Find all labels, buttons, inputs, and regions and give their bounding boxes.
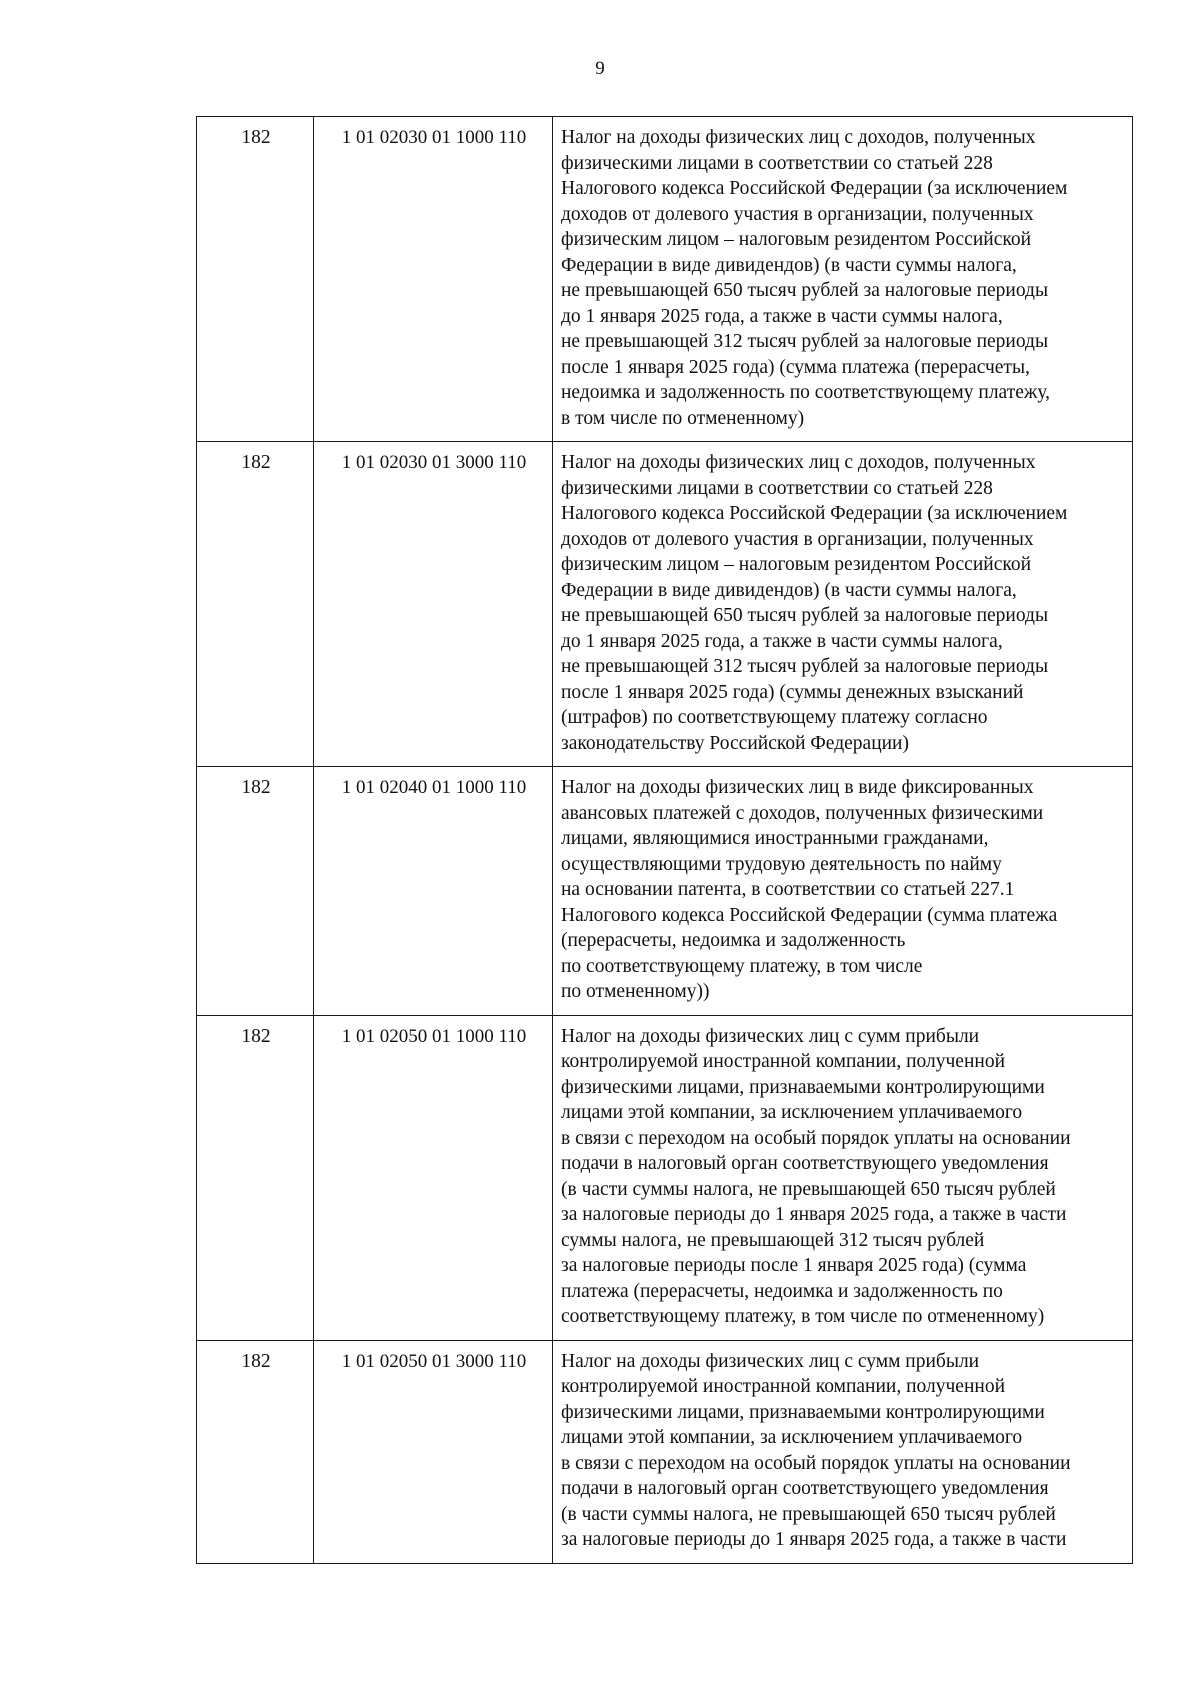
description-line: до 1 января 2025 года, а также в части суммы налога, (561, 630, 1003, 652)
description-line: физическим лицом – налоговым резидентом Российской (561, 554, 1032, 575)
description-line: недоимка и задолженность по соответствующему платежу, (561, 382, 1051, 403)
income-name-cell (553, 117, 1133, 442)
description-line: в том числе по отмененному) (561, 407, 805, 429)
description-line: за налоговые периоды до 1 января 2025 года, а также в части (561, 1204, 1067, 1225)
description-line: Налог на доходы физических лиц с сумм прибыли (561, 1025, 980, 1047)
description-line: не превышающей 312 тысяч рублей за налоговые периоды (561, 656, 1049, 677)
table-row (197, 1340, 1133, 1563)
admin-code-cell: 182 (197, 117, 314, 442)
description-line: Федерации в виде дивидендов) (в части суммы налога, (561, 254, 1017, 276)
table-row (197, 767, 1133, 1016)
kbk-code-cell: 1 01 02050 01 1000 110 (314, 1015, 553, 1340)
description-line: Федерации в виде дивидендов) (в части суммы налога, (561, 579, 1017, 601)
kbk-code-cell: 1 01 02050 01 3000 110 (314, 1340, 553, 1563)
kbk-code-cell: 1 01 02030 01 3000 110 (314, 442, 553, 767)
description-line: после 1 января 2025 года) (суммы денежных взысканий (561, 681, 1024, 703)
description-line: платежа (перерасчеты, недоимка и задолженность по (561, 1280, 1003, 1302)
description-line: в связи с переходом на особый порядок уплаты на основании (561, 1127, 1071, 1149)
description-line: авансовых платежей с доходов, полученных физическими (561, 802, 1044, 824)
description-line: за налоговые периоды после 1 января 2025 года) (сумма (561, 1255, 1027, 1276)
page-number: 9 (595, 58, 605, 79)
description-line: Налог на доходы физических лиц с доходов, полученных (561, 452, 1036, 473)
description-line: подачи в налоговый орган соответствующего уведомления (561, 1478, 1049, 1499)
description-line: физическими лицами в соответствии со статьей 228 (561, 477, 993, 499)
admin-code-cell: 182 (197, 1340, 314, 1563)
description-line: физическими лицами, признаваемыми контролирующими (561, 1076, 1045, 1098)
description-line: Налог на доходы физических лиц в виде фиксированных (561, 777, 1034, 798)
description-line: Налогового кодекса Российской Федерации (за исключением (561, 178, 1068, 199)
description-line: законодательству Российской Федерации) (561, 732, 909, 754)
description-line: не превышающей 650 тысяч рублей за налоговые периоды (561, 605, 1049, 626)
description-line: контролируемой иностранной компании, полученной (561, 1051, 1006, 1072)
description-line: после 1 января 2025 года) (сумма платежа (перерасчеты, (561, 356, 1030, 378)
description-line: по отмененному)) (561, 981, 710, 1002)
description-line: лицами этой компании, за исключением уплачиваемого (561, 1427, 1023, 1448)
description-line: в связи с переходом на особый порядок уплаты на основании (561, 1452, 1071, 1474)
description-line: суммы налога, не превышающей 312 тысяч рублей (561, 1229, 985, 1251)
table-row (197, 442, 1133, 767)
description-line: Налогового кодекса Российской Федерации (за исключением (561, 503, 1068, 524)
description-line: (штрафов) по соответствующему платежу согласно (561, 707, 988, 728)
description-line: на основании патента, в соответствии со статьей 227.1 (561, 879, 1015, 900)
description-line: физическими лицами, признаваемыми контролирующими (561, 1401, 1045, 1423)
admin-code-cell: 182 (197, 767, 314, 1016)
income-name-cell (553, 1340, 1133, 1563)
description-line: по соответствующему платежу, в том числе (561, 955, 923, 977)
kbk-code-cell: 1 01 02030 01 1000 110 (314, 117, 553, 442)
income-codes-table (196, 116, 1133, 1564)
description-line: Налог на доходы физических лиц с доходов, полученных (561, 127, 1036, 148)
description-line: соответствующему платежу, в том числе по отмененному) (561, 1306, 1045, 1327)
description-line: Налог на доходы физических лиц с сумм прибыли (561, 1350, 980, 1372)
kbk-code-cell: 1 01 02040 01 1000 110 (314, 767, 553, 1016)
table-row (197, 1015, 1133, 1340)
description-line: доходов от долевого участия в организации, полученных (561, 528, 1034, 550)
description-line: не превышающей 650 тысяч рублей за налоговые периоды (561, 280, 1049, 301)
description-line: доходов от долевого участия в организации, полученных (561, 203, 1034, 225)
description-line: физическими лицами в соответствии со статьей 228 (561, 152, 993, 174)
description-line: (в части суммы налога, не превышающей 650 тысяч рублей (561, 1503, 1056, 1525)
table-row (197, 117, 1133, 442)
description-line: (перерасчеты, недоимка и задолженность (561, 930, 906, 951)
description-line: до 1 января 2025 года, а также в части суммы налога, (561, 305, 1003, 327)
description-line: Налогового кодекса Российской Федерации (сумма платежа (561, 904, 1058, 926)
income-name-cell (553, 767, 1133, 1016)
admin-code-cell: 182 (197, 1015, 314, 1340)
description-line: контролируемой иностранной компании, полученной (561, 1376, 1006, 1397)
description-line: подачи в налоговый орган соответствующего уведомления (561, 1153, 1049, 1174)
description-line: осуществляющими трудовую деятельность по найму (561, 853, 1002, 875)
description-line: не превышающей 312 тысяч рублей за налоговые периоды (561, 331, 1049, 352)
description-line: физическим лицом – налоговым резидентом Российской (561, 229, 1032, 250)
description-line: лицами, являющимися иностранными гражданами, (561, 828, 989, 849)
income-name-cell (553, 442, 1133, 767)
income-name-cell (553, 1015, 1133, 1340)
description-line: за налоговые периоды до 1 января 2025 года, а также в части (561, 1529, 1067, 1550)
description-line: лицами этой компании, за исключением уплачиваемого (561, 1102, 1023, 1123)
admin-code-cell: 182 (197, 442, 314, 767)
description-line: (в части суммы налога, не превышающей 650 тысяч рублей (561, 1178, 1056, 1200)
